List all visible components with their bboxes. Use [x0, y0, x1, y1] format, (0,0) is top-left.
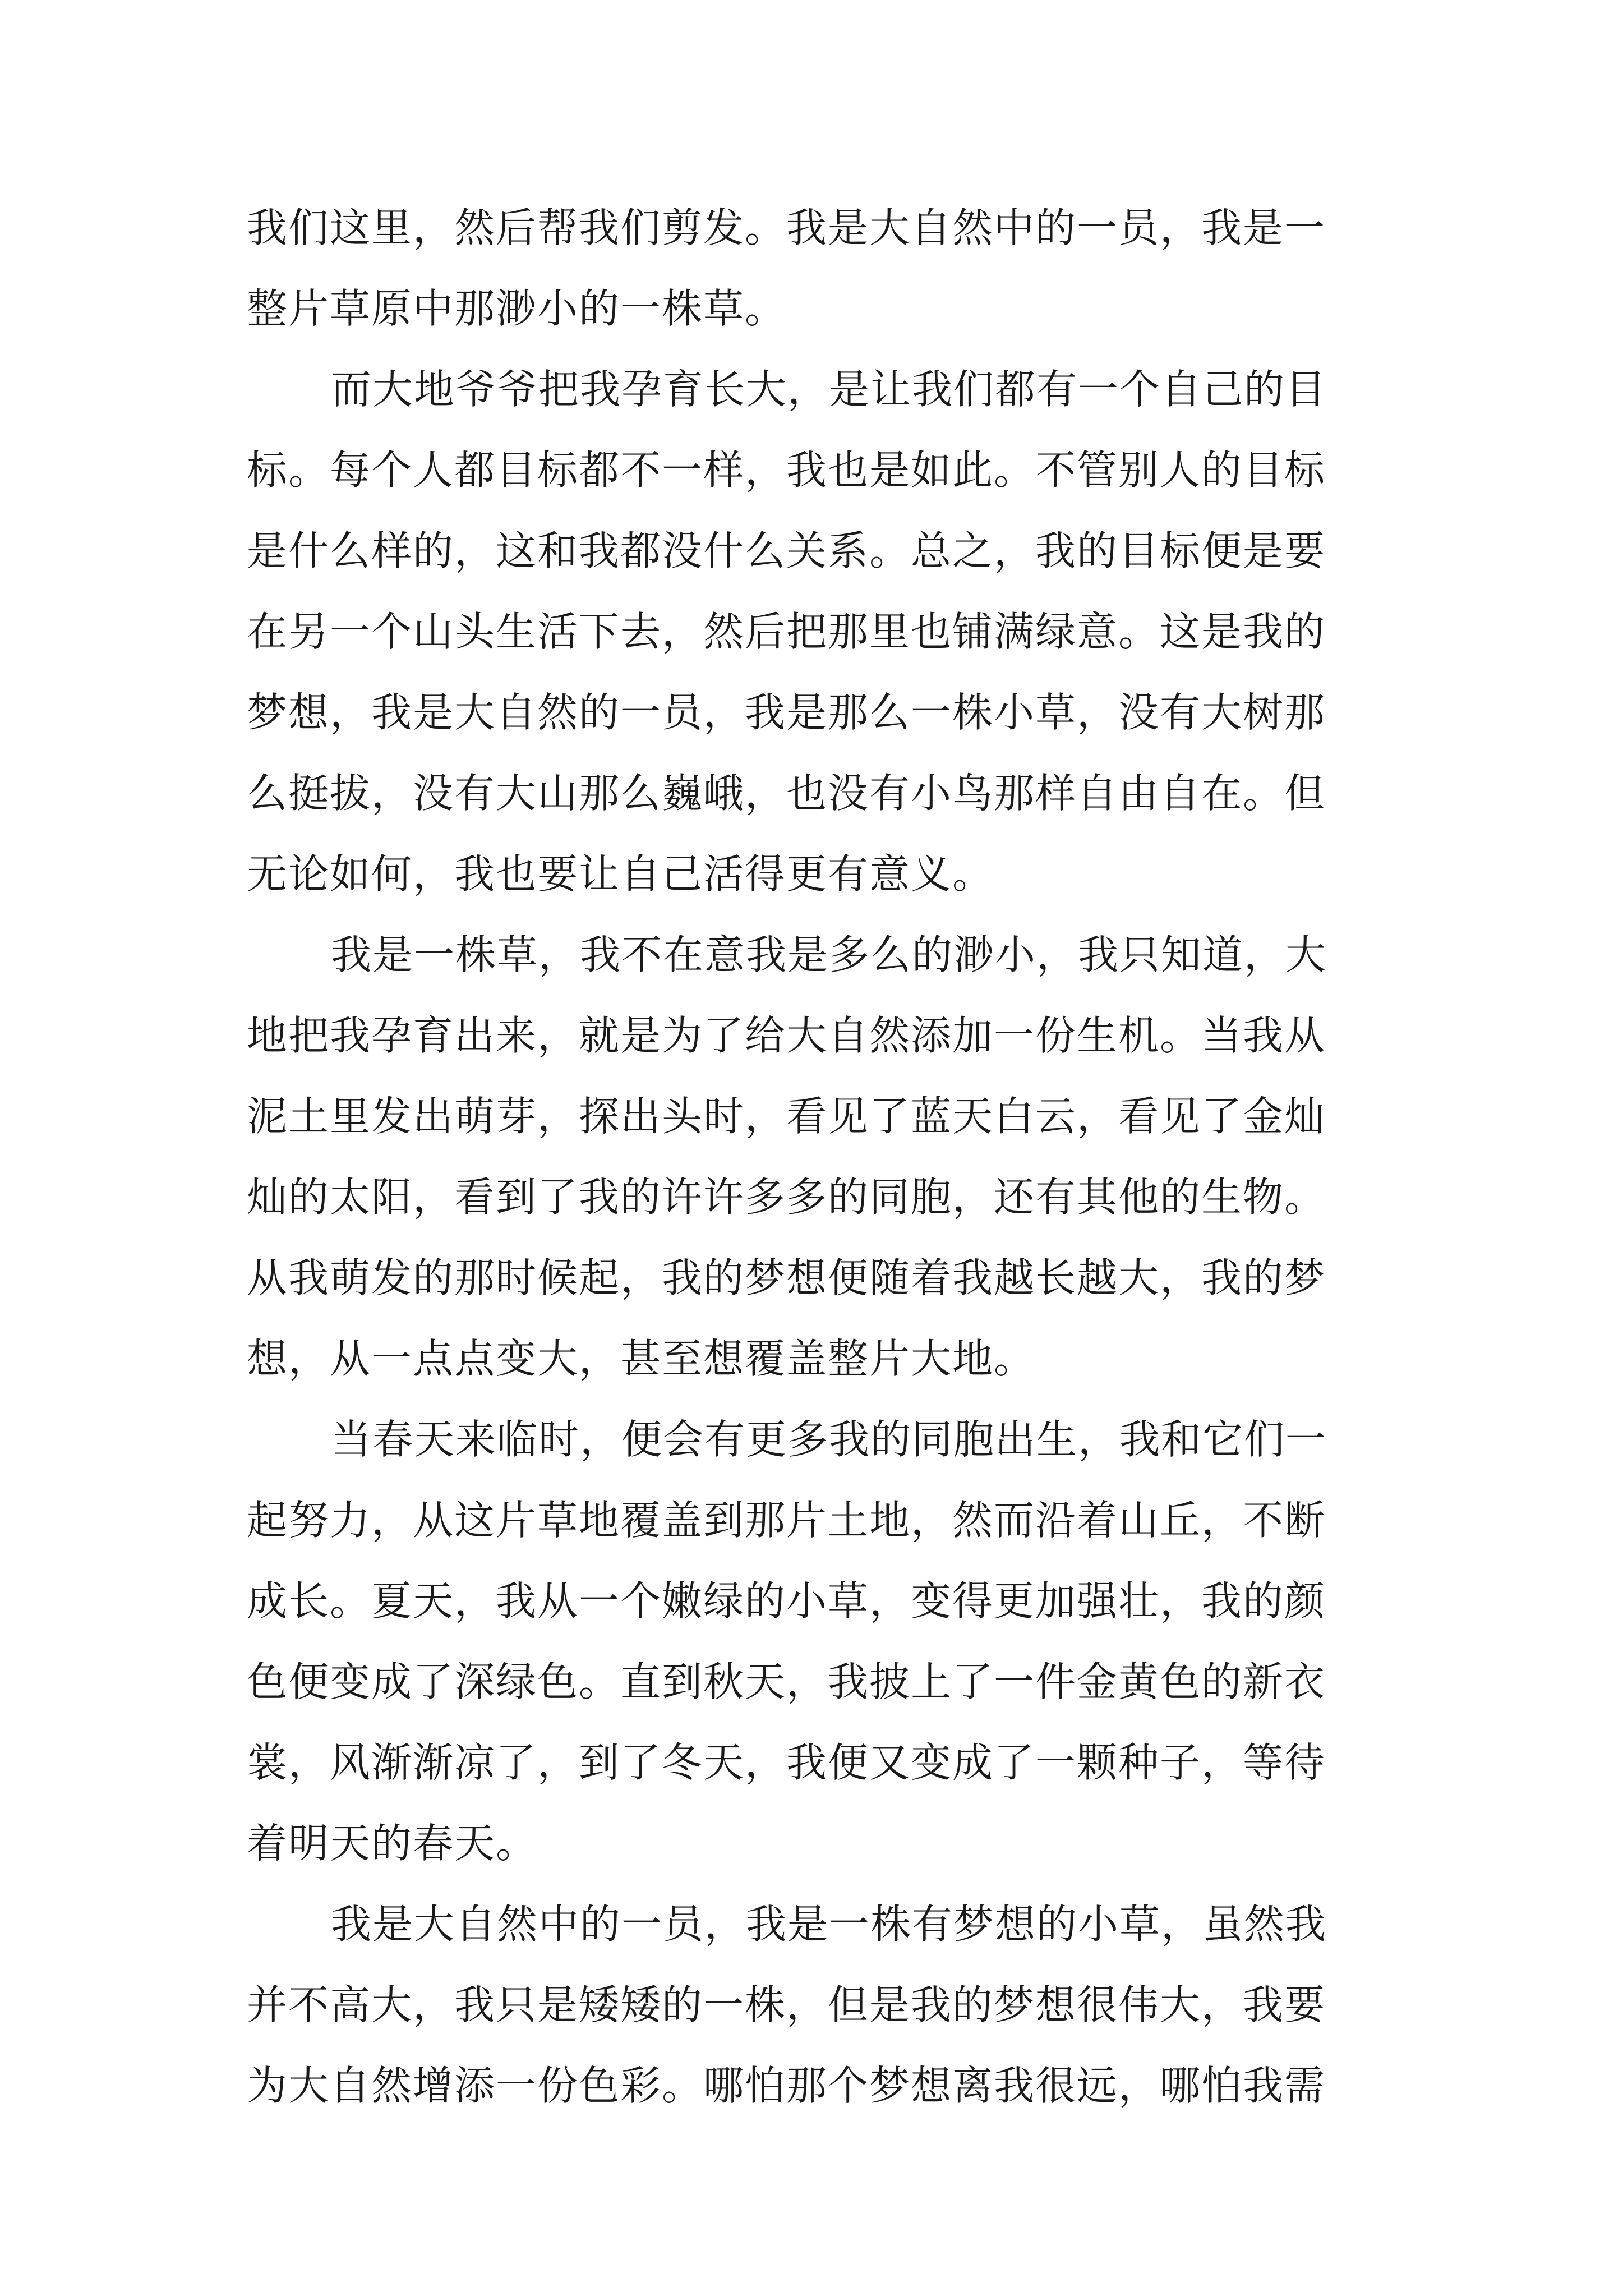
text-line: 想，从一点点变大，甚至想覆盖整片大地。	[247, 1335, 1036, 1382]
text-line: 着明天的春天。	[247, 1820, 538, 1867]
text-line: 地把我孕育出来，就是为了给大自然添加一份生机。当我从	[247, 1012, 1326, 1059]
paragraph-start-line: 我是一株草，我不在意我是多么的渺小，我只知道，大	[331, 931, 1327, 978]
text-line: 色便变成了深绿色。直到秋天，我披上了一件金黄色的新衣	[247, 1658, 1326, 1705]
text-line: 梦想，我是大自然的一员，我是那么一株小草，没有大树那	[247, 689, 1326, 736]
text-line: 么挺拔，没有大山那么巍峨，也没有小鸟那样自由自在。但	[247, 770, 1326, 817]
text-line: 起努力，从这片草地覆盖到那片土地，然而沿着山丘，不断	[247, 1497, 1326, 1544]
text-line: 成长。夏天，我从一个嫩绿的小草，变得更加强壮，我的颜	[247, 1577, 1326, 1625]
text-line: 从我萌发的那时候起，我的梦想便随着我越长越大，我的梦	[247, 1254, 1326, 1301]
paragraph-start-line: 当春天来临时，便会有更多我的同胞出生，我和它们一	[331, 1416, 1327, 1463]
text-line: 标。每个人都目标都不一样，我也是如此。不管别人的目标	[247, 447, 1326, 494]
text-line: 并不高大，我只是矮矮的一株，但是我的梦想很伟大，我要	[247, 1981, 1326, 2028]
text-line: 为大自然增添一份色彩。哪怕那个梦想离我很远，哪怕我需	[247, 2062, 1326, 2109]
text-line: 无论如何，我也要让自己活得更有意义。	[247, 850, 994, 898]
text-line: 裳，风渐渐凉了，到了冬天，我便又变成了一颗种子，等待	[247, 1739, 1326, 1786]
text-line: 是什么样的，这和我都没什么关系。总之，我的目标便是要	[247, 527, 1326, 574]
text-line: 泥土里发出萌芽，探出头时，看见了蓝天白云，看见了金灿	[247, 1093, 1326, 1140]
paragraph-start-line: 我是大自然中的一员，我是一株有梦想的小草，虽然我	[331, 1901, 1327, 1948]
document-body	[247, 187, 1391, 2126]
text-line: 我们这里，然后帮我们剪发。我是大自然中的一员，我是一	[247, 204, 1326, 251]
paragraph-start-line: 而大地爷爷把我孕育长大，是让我们都有一个自己的目	[331, 366, 1327, 413]
text-line: 灿的太阳，看到了我的许许多多的同胞，还有其他的生物。	[247, 1174, 1326, 1221]
text-line: 整片草原中那渺小的一株草。	[247, 285, 787, 332]
text-line: 在另一个山头生活下去，然后把那里也铺满绿意。这是我的	[247, 608, 1326, 655]
